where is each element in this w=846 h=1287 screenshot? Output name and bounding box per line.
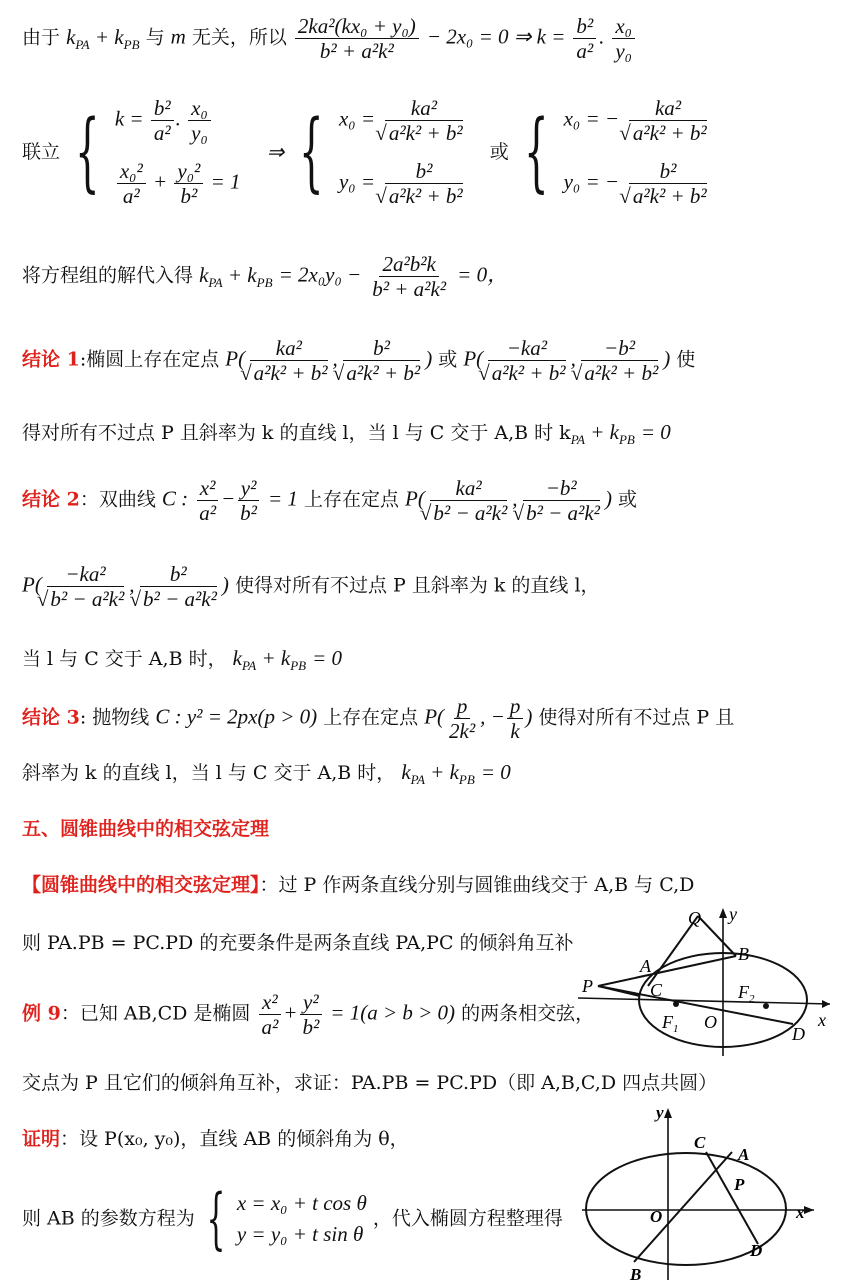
conclusion-label: 结论 2 [22,488,80,511]
label-A: A [640,956,651,976]
brace: { [299,102,324,203]
fraction [612,14,635,63]
numerator: 2ka²(kx₀ + y₀) [295,14,419,39]
line-1: 由于 $k_{PA} + k_{PB}$ 与 m 无关，所以 $\frac{\text{2ka²(kx₀ + y₀)}}{\text{b² + a²k²}}$ − 2x₀ = 0 ⇒ k = $\frac{\text{b²}}{\text{a²}}$ . $\frac{\text{x₀}}{\text{y₀}}$ [22,14,637,63]
label-F1: $F_1$ [662,1012,679,1035]
label-Q: Q [688,908,701,928]
label-A: A [738,1145,750,1164]
numerator: x₀ [612,14,635,39]
label-P: P [734,1175,745,1194]
figure-ellipse-chords-ab-cd [582,1104,822,1284]
section-heading: 五、圆锥曲线中的相交弦定理 [22,818,270,840]
fraction: $\frac{\text{2a²b²k}}{\text{b² + a²k²}}$ [372,252,447,302]
conclusion-1: 结论 1:椭圆上存在定点 P( ka² √ a²k² + b² , b² √ a²k² + b² ) 或 P( −ka² √ a²k² + b² , −b² √ a²k² + b² ) 使 [22,336,695,385]
conclusion-1-b: 得对所有不过点 P 且斜率为 k 的直线 l，当 l 与 C 交于 A,B 时 $k_{PA} + k_{PB} = 0$ [22,420,671,448]
text: 将方程组的解代入得 [22,264,194,287]
brace: { [75,102,100,203]
label-y: y [656,1104,664,1122]
label-B: B [738,944,749,964]
kpa-kpb: $k_{PA} + k_{PB}$ [66,24,140,52]
theorem-2: 则 PA.PB = PC.PD 的充要条件是两条直线 PA,PC 的倾斜角互补 [22,932,574,954]
text: 无关，所以 [191,26,287,49]
expr: = 2x₀y₀ − [278,262,362,287]
label-D: D [750,1241,763,1260]
label-C: C [650,980,663,1000]
text: 与 [145,26,165,49]
text: :椭圆上存在定点 [79,348,220,371]
text: 得对所有不过点 P 且斜率为 k 的直线 l，当 l 与 C 交于 A,B 时 k [22,422,571,444]
text: 由于 [22,26,61,49]
conclusion-3-b: 斜率为 k 的直线 l，当 l 与 C 交于 A,B 时， $k_{PA} + k_{PB} = 0$ [22,760,511,788]
conclusion-label: 结论 3 [22,706,80,729]
var-m: m [170,24,186,49]
label-B: B [630,1265,642,1284]
conclusion-3: 结论 3: 抛物线 C : y² = 2px(p > 0) 上存在定点 P( $\frac{p}{\text{2k²}}$ , − $\frac{p}{k}$ ) 使得对所有不过点 P 且 [22,694,735,744]
conclusion-2: 结论 2：双曲线 C : $\frac{\text{x²}}{\text{a²}}$ − $\frac{\text{y²}}{\text{b²}}$ = 1 上存在定点 P( ka² √ b² − a²k² , −b² √ b² − a²k² ) 或 [22,476,637,525]
proof: 证明：设 P(x₀, y₀)，直线 AB 的倾斜角为 θ， [22,1128,409,1150]
theorem: 【圆锥曲线中的相交弦定理】：过 P 作两条直线分别与圆锥曲线交于 A,B 与 C,D [22,874,695,896]
implies: ⇒ [266,139,285,164]
kpa-kpb: $k_{PA} + k_{PB}$ [199,262,273,290]
example-9: 例 9：已知 AB,CD 是椭圆 $\frac{\text{x²}}{\text{a²}}$ + $\frac{\text{y²}}{\text{b²}}$ = 1(a > b > 0) 的两条相交弦， [22,990,595,1040]
label-y: y [729,904,737,924]
label-x: x [796,1203,805,1222]
label-C: C [694,1133,706,1152]
numerator: b² [573,14,596,39]
or: 或 [489,140,509,163]
label-O: O [704,1012,717,1032]
label-O: O [650,1207,663,1226]
system-left: k = $\frac{\text{b²}}{\text{a²}}$ . $\frac{\text{x₀}}{\text{y₀}}$ $\frac{\text{x₀²}}{\text{a²}}$ + $\frac{\text{y₀²}}{\text{b²}}$ = 1 [114,96,241,209]
label: 联立 [22,140,61,163]
label-F2: $F_2$ [738,982,755,1005]
line-2-system [22,96,712,209]
denominator: b² + a²k² [319,39,394,64]
example-9-b: 交点为 P 且它们的倾斜角互补，求证：PA.PB = PC.PD（即 A,B,C,D 四点共圆） [22,1072,718,1094]
denominator: a² [576,39,594,64]
conclusion-2-b: P( −ka² √ b² − a²k² , b² √ b² − a²k² ) 使得对所有不过点 P 且斜率为 k 的直线 l， [22,562,600,611]
expr: − 2x₀ = 0 ⇒ k = [426,24,566,49]
label-x: x [818,1010,826,1030]
conclusion-2-c: 当 l 与 C 交于 A,B 时， $k_{PA} + k_{PB} = 0$ [22,646,343,674]
figure-ellipse-intersecting-chords [578,900,840,1060]
proof-2: 则 AB 的参数方程为 { x = x₀ + t cos θ y = y₀ + t sin θ ，代入椭圆方程整理得 [22,1180,563,1257]
label-D: D [792,1024,805,1044]
system-right-1: x₀ = ka² √ a²k² + b² y₀ = b² √ a²k² + b² [339,96,468,209]
fraction [573,14,596,63]
label-P: P [582,976,593,996]
expr: = 0， [457,262,509,287]
denominator: y₀ [615,39,632,64]
conclusion-label: 结论 1 [22,348,80,371]
fraction [295,14,419,63]
line-3 [22,252,508,301]
brace: { [523,102,549,203]
system-right-2: x₀ = − ka² √ a²k² + b² y₀ = − b² √ a²k² + b² [564,96,712,209]
